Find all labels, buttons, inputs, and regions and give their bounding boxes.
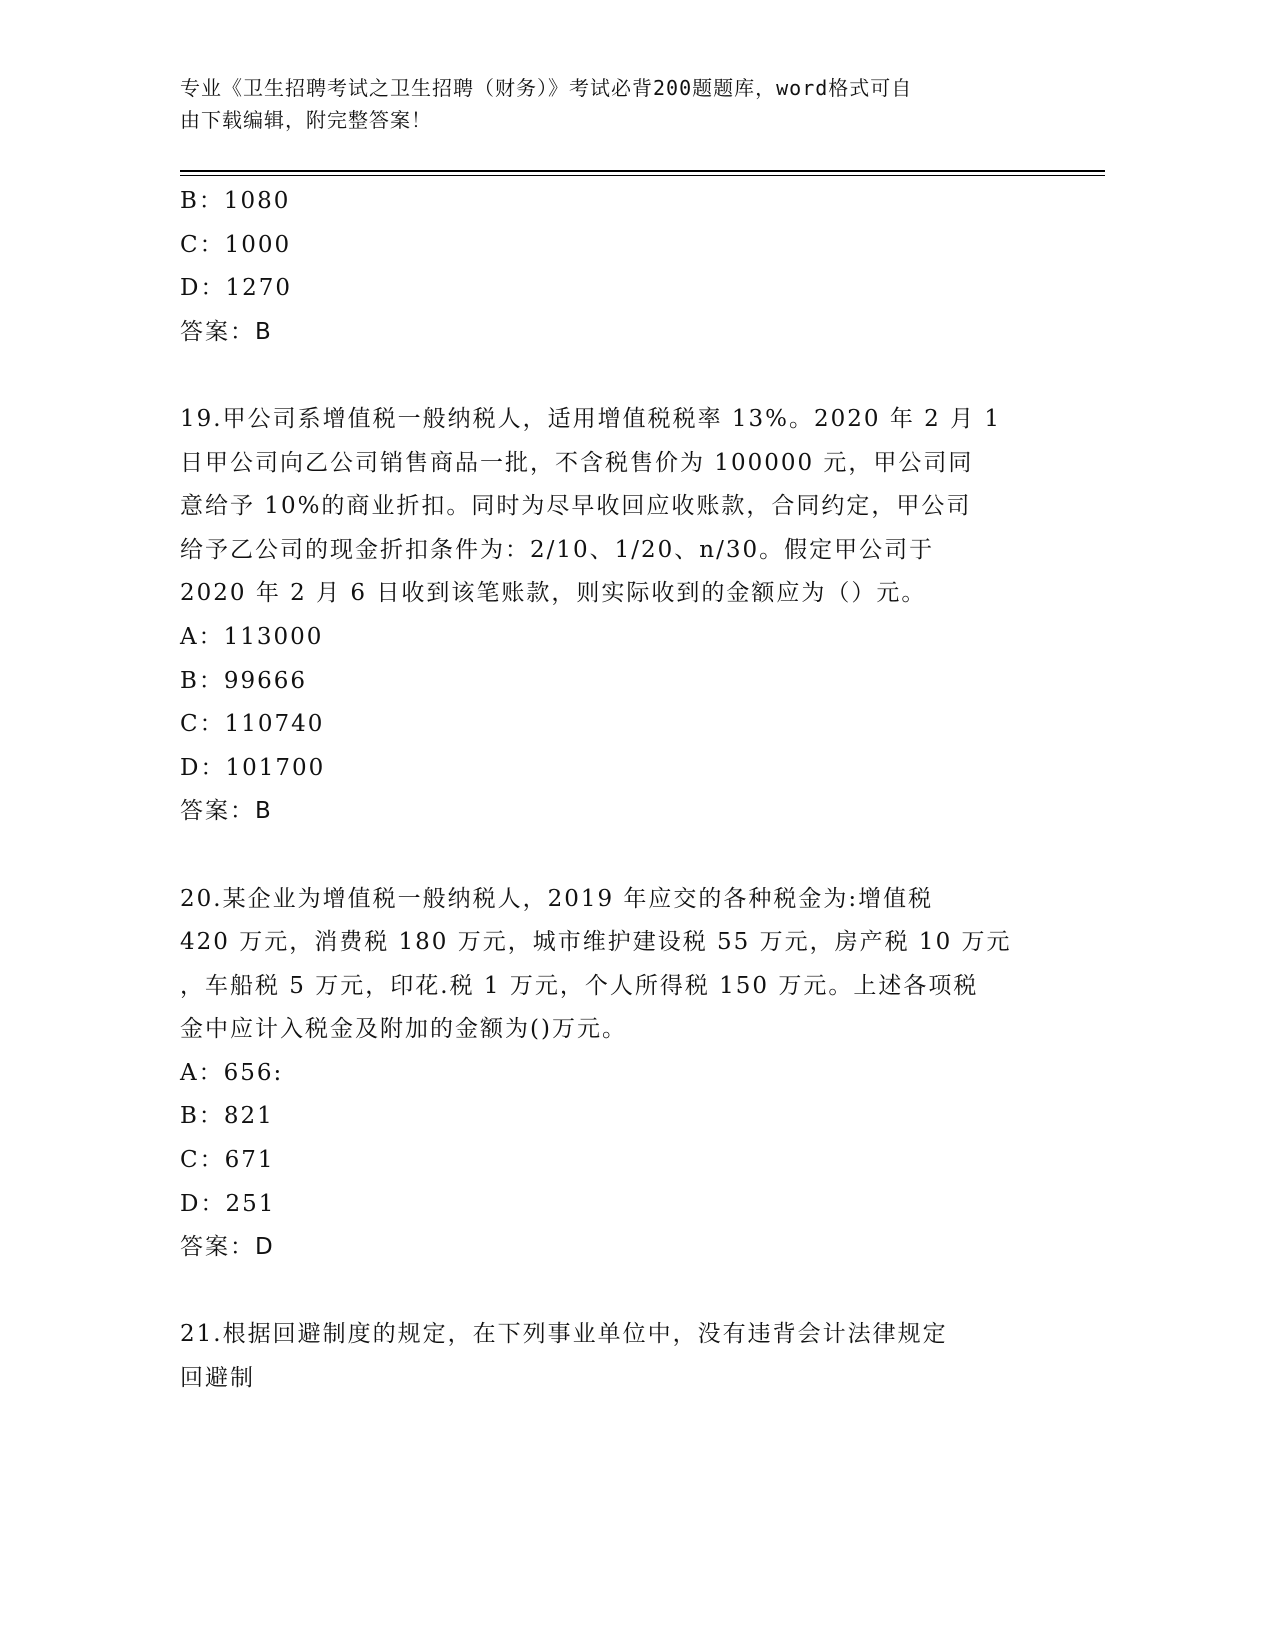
header-line: 专业《卫生招聘考试之卫生招聘（财务）》考试必背200题题库，word格式可自 (180, 76, 913, 100)
document-body (180, 180, 1100, 1401)
question-text: 回避制 (180, 1365, 255, 1392)
header-line: 由下载编辑，附完整答案！ (180, 108, 432, 132)
option: C：1000 (180, 231, 292, 258)
option: C：110740 (180, 711, 325, 738)
question-text: 420 万元，消费税 180 万元，城市维护建设税 55 万元，房产税 10 万元 (180, 929, 1012, 956)
question-21 (180, 1313, 1100, 1400)
option: C：671 (180, 1147, 275, 1174)
question-19 (180, 398, 1100, 834)
header-divider-thin (180, 175, 1105, 176)
option: D：1270 (180, 275, 292, 302)
option: B：99666 (180, 667, 308, 694)
question-text: 给予乙公司的现金折扣条件为：2/10、1/20、n/30。假定甲公司于 (180, 536, 935, 563)
question-text: 20.某企业为增值税一般纳税人，2019 年应交的各种税金为:增值税 (180, 885, 934, 912)
answer: 答案：B (180, 798, 273, 825)
option: D：101700 (180, 754, 326, 781)
answer: 答案：B (180, 318, 273, 345)
question-text: 21.根据回避制度的规定，在下列事业单位中，没有违背会计法律规定 (180, 1321, 948, 1348)
option: D：251 (180, 1190, 276, 1217)
question-text: 2020 年 2 月 6 日收到该笔账款，则实际收到的金额应为（）元。 (180, 580, 927, 607)
question-text: 金中应计入税金及附加的金额为()万元。 (180, 1016, 627, 1043)
answer: 答案：D (180, 1234, 275, 1261)
question-text: 日甲公司向乙公司销售商品一批，不含税售价为 100000 元，甲公司同 (180, 449, 974, 476)
option: B：821 (180, 1103, 274, 1130)
question-text: ，车船税 5 万元，印花.税 1 万元，个人所得税 150 万元。上述各项税 (180, 972, 979, 999)
header-divider (180, 170, 1105, 172)
option: A：113000 (180, 623, 324, 650)
question-text: 意给予 10%的商业折扣。同时为尽早收回应收账款，合同约定，甲公司 (180, 493, 972, 520)
question-text: 19.甲公司系增值税一般纳税人，适用增值税税率 13%。2020 年 2 月 1 (180, 405, 1002, 432)
question-18-tail (180, 180, 1100, 354)
option: A：656: (180, 1059, 284, 1086)
option: B：1080 (180, 188, 291, 214)
document-header (180, 72, 1080, 136)
question-20 (180, 878, 1100, 1270)
